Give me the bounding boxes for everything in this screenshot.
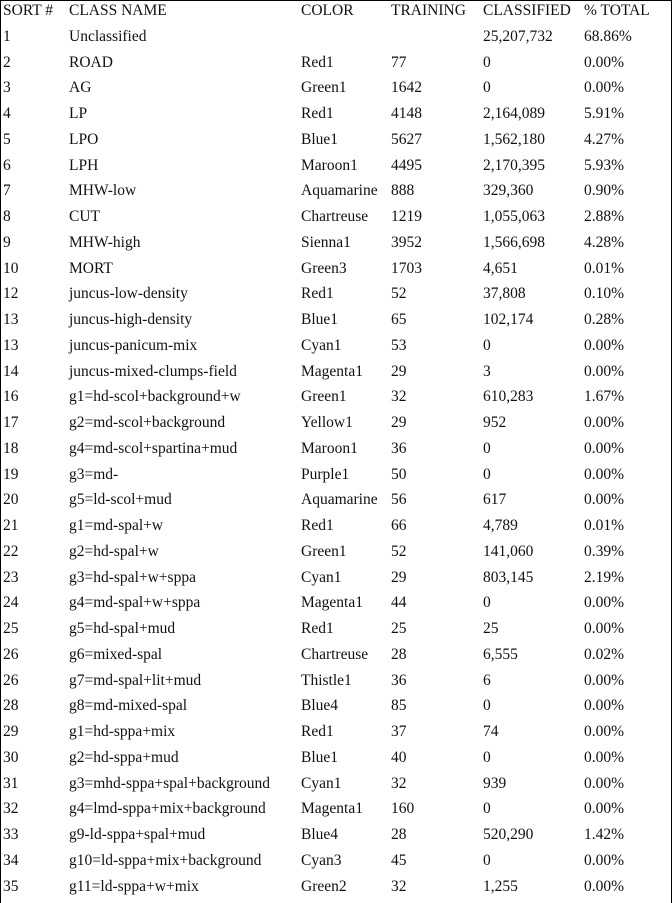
cell-sort: 20 <box>3 491 19 509</box>
cell-class-name: g10=ld-sppa+mix+background <box>69 851 262 869</box>
cell-class-name: MHW-low <box>69 182 137 200</box>
cell-color: Chartreuse <box>301 208 369 226</box>
cell-color: Blue4 <box>301 697 339 715</box>
cell-training: 45 <box>391 851 407 869</box>
cell-training: 1642 <box>391 79 422 97</box>
cell-training: 4495 <box>391 156 422 174</box>
cell-pct-total: 0.00% <box>584 53 625 71</box>
cell-classified: 1,562,180 <box>483 130 545 148</box>
cell-pct-total: 0.10% <box>584 285 625 303</box>
cell-sort: 35 <box>3 877 19 895</box>
cell-training: 888 <box>391 182 415 200</box>
table-row <box>1 513 671 539</box>
cell-color: Red1 <box>301 53 334 71</box>
classification-table <box>1 1 671 900</box>
cell-color: Red1 <box>301 105 334 123</box>
cell-class-name: LP <box>69 105 88 123</box>
cell-pct-total: 0.00% <box>584 671 625 689</box>
cell-classified: 617 <box>483 491 507 509</box>
cell-training: 65 <box>391 311 407 329</box>
cell-classified: 0 <box>483 800 491 818</box>
cell-training: 52 <box>391 542 407 560</box>
cell-classified: 3 <box>483 362 491 380</box>
table-row <box>1 127 671 153</box>
cell-sort: 2 <box>3 53 11 71</box>
cell-classified: 6,555 <box>483 645 518 663</box>
cell-class-name: g3=md- <box>69 465 119 483</box>
cell-classified: 939 <box>483 774 507 792</box>
cell-classified: 102,174 <box>483 311 534 329</box>
cell-training: 36 <box>391 439 407 457</box>
table-row <box>1 745 671 771</box>
cell-training: 29 <box>391 568 407 586</box>
cell-class-name: g8=md-mixed-spal <box>69 697 188 715</box>
cell-pct-total: 68.86% <box>584 27 632 45</box>
cell-sort: 26 <box>3 671 19 689</box>
cell-classified: 329,360 <box>483 182 534 200</box>
table-row <box>1 488 671 514</box>
cell-color <box>301 24 391 50</box>
cell-training: 56 <box>391 491 407 509</box>
cell-sort: 25 <box>3 620 19 638</box>
cell-pct-total: 0.00% <box>584 774 625 792</box>
cell-pct-total: 0.00% <box>584 414 625 432</box>
cell-sort: 19 <box>3 465 19 483</box>
cell-sort: 26 <box>3 645 19 663</box>
cell-pct-total: 5.91% <box>584 105 625 123</box>
table-body <box>1 24 671 900</box>
cell-classified: 1,055,063 <box>483 208 545 226</box>
cell-pct-total: 0.00% <box>584 748 625 766</box>
table-row <box>1 771 671 797</box>
table-row <box>1 410 671 436</box>
cell-classified: 0 <box>483 53 491 71</box>
cell-sort: 7 <box>3 182 11 200</box>
cell-class-name: g5=hd-spal+mud <box>69 620 176 638</box>
cell-pct-total: 0.00% <box>584 697 625 715</box>
cell-class-name: g11=ld-sppa+w+mix <box>69 877 199 895</box>
cell-pct-total: 0.01% <box>584 259 625 277</box>
cell-classified: 1,255 <box>483 877 518 895</box>
table-row <box>1 24 671 50</box>
cell-pct-total: 0.28% <box>584 311 625 329</box>
cell-training: 1219 <box>391 208 422 226</box>
cell-sort: 33 <box>3 826 19 844</box>
cell-color: Thistle1 <box>301 671 352 689</box>
cell-color: Red1 <box>301 517 334 535</box>
cell-training: 66 <box>391 517 407 535</box>
cell-classified: 0 <box>483 465 491 483</box>
cell-color: Blue4 <box>301 826 339 844</box>
cell-class-name: g3=hd-spal+w+sppa <box>69 568 196 586</box>
table-row <box>1 694 671 720</box>
header-training: TRAINING <box>391 2 466 19</box>
cell-classified: 4,651 <box>483 259 518 277</box>
cell-pct-total: 4.27% <box>584 130 625 148</box>
cell-classified: 6 <box>483 671 491 689</box>
cell-training: 52 <box>391 285 407 303</box>
cell-training: 4148 <box>391 105 422 123</box>
cell-class-name: g7=md-spal+lit+mud <box>69 671 202 689</box>
cell-pct-total: 0.00% <box>584 336 625 354</box>
cell-training: 32 <box>391 877 407 895</box>
cell-pct-total: 0.00% <box>584 851 625 869</box>
cell-class-name: Unclassified <box>69 27 147 45</box>
cell-class-name: LPO <box>69 130 99 148</box>
cell-color: Cyan1 <box>301 336 342 354</box>
cell-class-name: g6=mixed-spal <box>69 645 163 663</box>
cell-color: Red1 <box>301 285 334 303</box>
table-row <box>1 204 671 230</box>
table-row <box>1 50 671 76</box>
cell-pct-total: 0.01% <box>584 517 625 535</box>
cell-pct-total: 0.00% <box>584 491 625 509</box>
cell-class-name: g2=md-scol+background <box>69 414 226 432</box>
cell-classified: 0 <box>483 851 491 869</box>
table-row <box>1 591 671 617</box>
cell-color: Green1 <box>301 79 347 97</box>
table-row <box>1 179 671 205</box>
cell-color: Blue1 <box>301 311 339 329</box>
cell-pct-total: 0.00% <box>584 465 625 483</box>
cell-classified: 610,283 <box>483 388 534 406</box>
cell-sort: 13 <box>3 311 19 329</box>
cell-training: 37 <box>391 723 407 741</box>
cell-class-name: ROAD <box>69 53 113 71</box>
cell-color: Green3 <box>301 259 347 277</box>
cell-sort: 3 <box>3 79 11 97</box>
table-row <box>1 668 671 694</box>
cell-pct-total: 4.28% <box>584 233 625 251</box>
cell-classified: 0 <box>483 594 491 612</box>
table-row <box>1 256 671 282</box>
cell-training: 29 <box>391 414 407 432</box>
cell-training: 85 <box>391 697 407 715</box>
table-row <box>1 333 671 359</box>
cell-pct-total: 0.00% <box>584 620 625 638</box>
cell-training: 28 <box>391 645 407 663</box>
cell-sort: 22 <box>3 542 19 560</box>
cell-color: Cyan3 <box>301 851 342 869</box>
cell-color: Chartreuse <box>301 645 369 663</box>
cell-training: 32 <box>391 774 407 792</box>
cell-classified: 0 <box>483 79 491 97</box>
table-row <box>1 797 671 823</box>
cell-classified: 952 <box>483 414 507 432</box>
cell-color: Aquamarine <box>301 491 378 509</box>
table-row <box>1 642 671 668</box>
cell-class-name: g4=lmd-sppa+mix+background <box>69 800 266 818</box>
cell-color: Red1 <box>301 723 334 741</box>
cell-class-name: AG <box>69 79 92 97</box>
table-row <box>1 153 671 179</box>
cell-color: Maroon1 <box>301 439 358 457</box>
cell-pct-total: 0.39% <box>584 542 625 560</box>
cell-classified: 25,207,732 <box>483 27 553 45</box>
cell-training: 50 <box>391 465 407 483</box>
cell-color: Green1 <box>301 542 347 560</box>
cell-pct-total: 1.42% <box>584 826 625 844</box>
cell-class-name: juncus-panicum-mix <box>69 336 198 354</box>
cell-pct-total: 0.00% <box>584 79 625 97</box>
cell-class-name: g9-ld-sppa+spal+mud <box>69 826 206 844</box>
cell-sort: 31 <box>3 774 19 792</box>
cell-class-name: g2=hd-sppa+mud <box>69 748 179 766</box>
cell-classified: 803,145 <box>483 568 534 586</box>
cell-pct-total: 5.93% <box>584 156 625 174</box>
cell-sort: 32 <box>3 800 19 818</box>
cell-sort: 9 <box>3 233 11 251</box>
cell-class-name: MORT <box>69 259 113 277</box>
table-row <box>1 307 671 333</box>
cell-classified: 0 <box>483 336 491 354</box>
header-class-name: CLASS NAME <box>69 2 167 19</box>
cell-class-name: juncus-mixed-clumps-field <box>69 362 237 380</box>
cell-color: Green1 <box>301 388 347 406</box>
table-row <box>1 616 671 642</box>
cell-color: Yellow1 <box>301 414 353 432</box>
cell-sort: 8 <box>3 208 11 226</box>
cell-color: Cyan1 <box>301 568 342 586</box>
cell-training <box>391 24 483 50</box>
cell-sort: 21 <box>3 517 19 535</box>
cell-classified: 1,566,698 <box>483 233 545 251</box>
cell-pct-total: 0.90% <box>584 182 625 200</box>
table-row <box>1 436 671 462</box>
cell-sort: 16 <box>3 388 19 406</box>
cell-training: 29 <box>391 362 407 380</box>
cell-pct-total: 2.19% <box>584 568 625 586</box>
cell-sort: 1 <box>3 27 11 45</box>
table-row <box>1 385 671 411</box>
cell-sort: 10 <box>3 259 19 277</box>
header-pct-total: % TOTAL <box>584 2 650 19</box>
table-row <box>1 565 671 591</box>
cell-classified: 4,789 <box>483 517 518 535</box>
table-row <box>1 539 671 565</box>
cell-training: 44 <box>391 594 407 612</box>
cell-sort: 17 <box>3 414 19 432</box>
cell-training: 40 <box>391 748 407 766</box>
cell-class-name: g3=mhd-sppa+spal+background <box>69 774 270 792</box>
cell-pct-total: 0.00% <box>584 800 625 818</box>
cell-color: Sienna1 <box>301 233 351 251</box>
cell-training: 36 <box>391 671 407 689</box>
table-row <box>1 101 671 127</box>
cell-classified: 37,808 <box>483 285 526 303</box>
cell-training: 32 <box>391 388 407 406</box>
cell-class-name: MHW-high <box>69 233 141 251</box>
cell-pct-total: 1.67% <box>584 388 625 406</box>
cell-color: Cyan1 <box>301 774 342 792</box>
cell-classified: 520,290 <box>483 826 534 844</box>
cell-pct-total: 0.00% <box>584 439 625 457</box>
cell-sort: 14 <box>3 362 19 380</box>
cell-classified: 141,060 <box>483 542 534 560</box>
table-row <box>1 462 671 488</box>
cell-pct-total: 2.88% <box>584 208 625 226</box>
cell-training: 3952 <box>391 233 422 251</box>
table-row <box>1 822 671 848</box>
cell-sort: 30 <box>3 748 19 766</box>
cell-color: Purple1 <box>301 465 350 483</box>
cell-class-name: g4=md-spal+w+sppa <box>69 594 201 612</box>
cell-classified: 0 <box>483 697 491 715</box>
cell-color: Green2 <box>301 877 347 895</box>
cell-training: 1703 <box>391 259 422 277</box>
cell-classified: 0 <box>483 748 491 766</box>
cell-classified: 25 <box>483 620 499 638</box>
cell-sort: 5 <box>3 130 11 148</box>
cell-sort: 34 <box>3 851 19 869</box>
cell-training: 5627 <box>391 130 422 148</box>
cell-color: Magenta1 <box>301 800 363 818</box>
cell-sort: 18 <box>3 439 19 457</box>
header-color: COLOR <box>301 2 354 19</box>
cell-color: Red1 <box>301 620 334 638</box>
cell-pct-total: 0.00% <box>584 877 625 895</box>
cell-class-name: CUT <box>69 208 100 226</box>
cell-color: Magenta1 <box>301 594 363 612</box>
cell-class-name: g1=hd-sppa+mix <box>69 723 176 741</box>
cell-pct-total: 0.00% <box>584 362 625 380</box>
cell-color: Maroon1 <box>301 156 358 174</box>
cell-training: 28 <box>391 826 407 844</box>
table-row <box>1 359 671 385</box>
header-sort: SORT # <box>3 2 54 19</box>
cell-sort: 23 <box>3 568 19 586</box>
cell-class-name: g5=ld-scol+mud <box>69 491 172 509</box>
cell-class-name: juncus-low-density <box>69 285 188 303</box>
cell-color: Magenta1 <box>301 362 363 380</box>
cell-class-name: juncus-high-density <box>69 311 193 329</box>
table-header-row <box>1 1 671 24</box>
cell-training: 53 <box>391 336 407 354</box>
table-row <box>1 848 671 874</box>
cell-class-name: LPH <box>69 156 99 174</box>
cell-sort: 29 <box>3 723 19 741</box>
cell-pct-total: 0.00% <box>584 723 625 741</box>
cell-classified: 0 <box>483 439 491 457</box>
cell-training: 77 <box>391 53 407 71</box>
cell-training: 25 <box>391 620 407 638</box>
cell-sort: 4 <box>3 105 11 123</box>
cell-pct-total: 0.02% <box>584 645 625 663</box>
cell-sort: 28 <box>3 697 19 715</box>
cell-color: Blue1 <box>301 130 339 148</box>
cell-sort: 12 <box>3 285 19 303</box>
cell-color: Aquamarine <box>301 182 378 200</box>
table-row <box>1 282 671 308</box>
cell-classified: 74 <box>483 723 499 741</box>
table-row <box>1 76 671 102</box>
cell-training: 160 <box>391 800 415 818</box>
header-classified: CLASSIFIED <box>483 2 571 19</box>
cell-sort: 6 <box>3 156 11 174</box>
cell-class-name: g2=hd-spal+w <box>69 542 159 560</box>
table-row <box>1 719 671 745</box>
cell-classified: 2,164,089 <box>483 105 545 123</box>
cell-class-name: g1=hd-scol+background+w <box>69 388 241 406</box>
cell-class-name: g1=md-spal+w <box>69 517 164 535</box>
cell-class-name: g4=md-scol+spartina+mud <box>69 439 238 457</box>
cell-classified: 2,170,395 <box>483 156 545 174</box>
cell-color: Blue1 <box>301 748 339 766</box>
table-row <box>1 874 671 900</box>
cell-sort: 24 <box>3 594 19 612</box>
table-row <box>1 230 671 256</box>
cell-pct-total: 0.00% <box>584 594 625 612</box>
cell-sort: 13 <box>3 336 19 354</box>
